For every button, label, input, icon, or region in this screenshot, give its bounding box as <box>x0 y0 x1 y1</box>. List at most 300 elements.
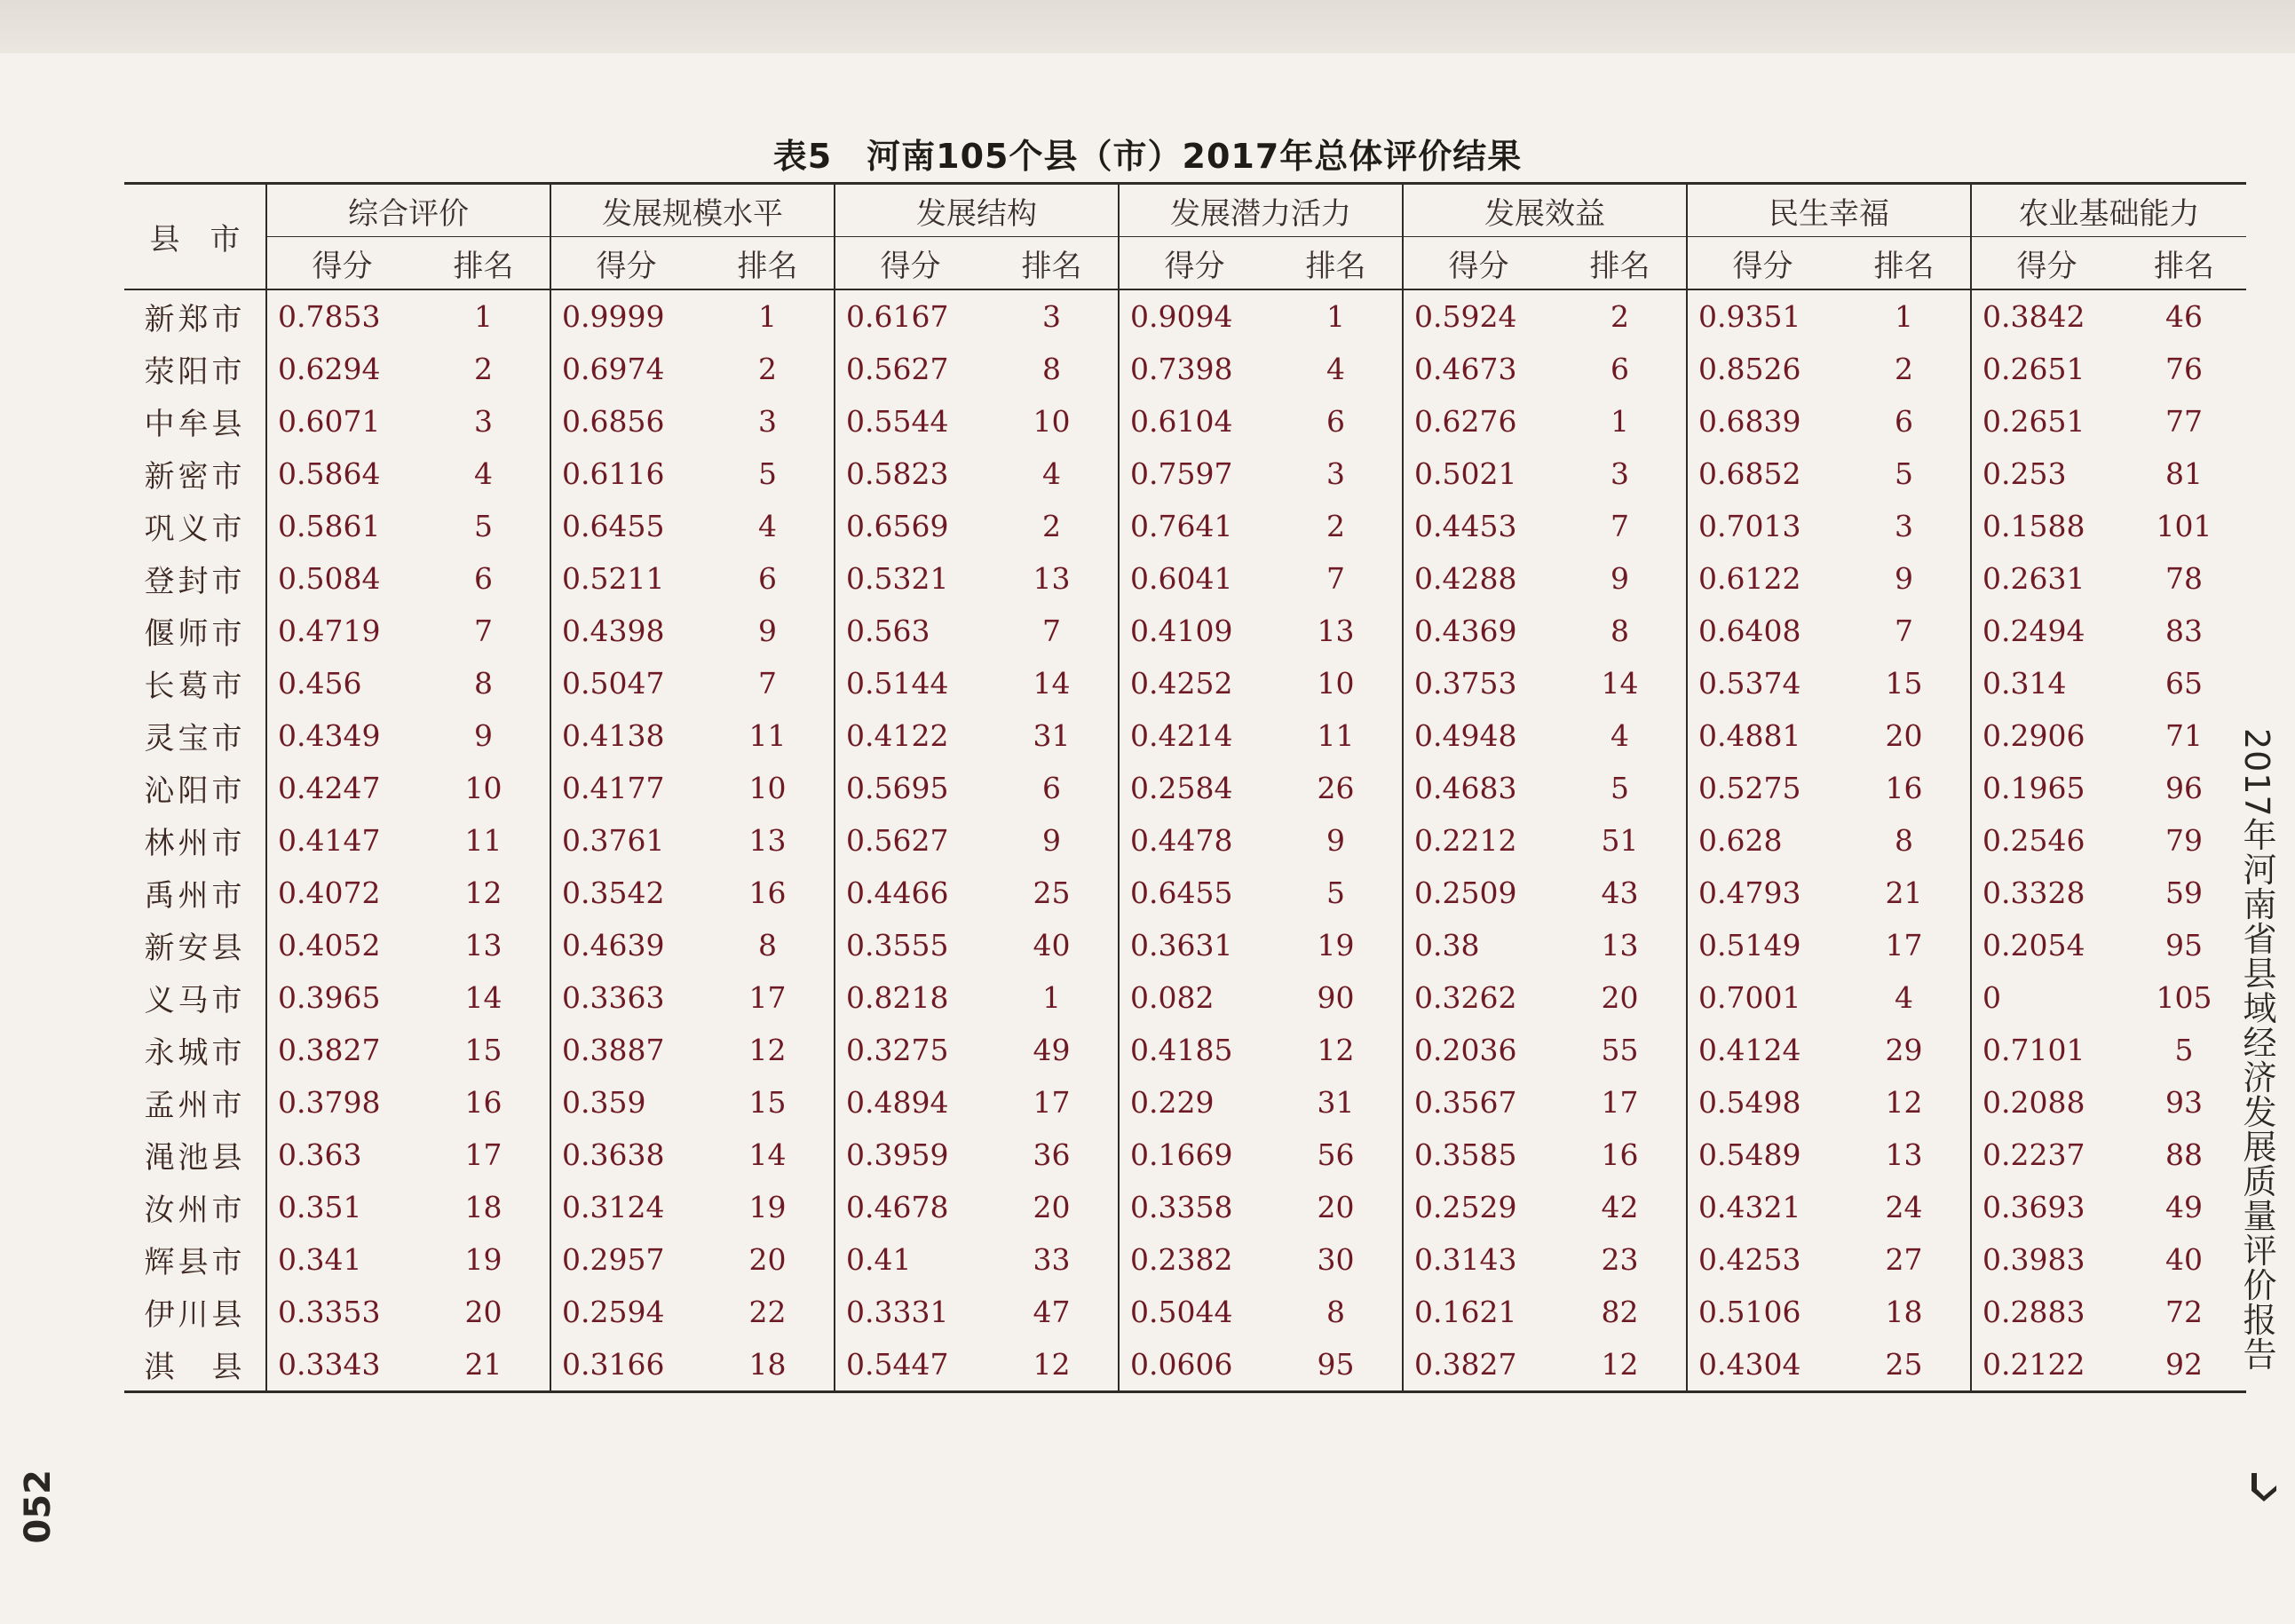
rank-cell: 13 <box>1885 1137 1923 1172</box>
score-cell: 0.3567 <box>1403 1076 1554 1129</box>
table-row <box>124 709 2246 762</box>
score-cell: 0.2382 <box>1119 1233 1270 1286</box>
rank-cell: 12 <box>985 1338 1119 1392</box>
score-cell: 0.2584 <box>1119 762 1270 814</box>
score-cell: 0.6974 <box>550 343 701 395</box>
score-cell: 0.4478 <box>1119 814 1270 867</box>
score-cell: 0.4109 <box>1119 605 1270 657</box>
rank-cell: 78 <box>2165 561 2203 596</box>
score-cell: 0.3983 <box>1971 1233 2122 1286</box>
rank-cell: 49 <box>2165 1190 2203 1224</box>
county-name: 汝州市 <box>144 1192 246 1228</box>
score-cell: 0.5211 <box>550 552 701 605</box>
score-cell: 0.8218 <box>835 971 985 1024</box>
rank-cell: 2 <box>1042 509 1061 543</box>
county-name: 渑池县 <box>144 1140 246 1176</box>
rank-cell: 8 <box>1326 1295 1345 1329</box>
rank-cell: 46 <box>2165 299 2203 334</box>
rank-cell: 20 <box>1601 980 1639 1015</box>
rank-cell: 12 <box>464 875 503 910</box>
chevron-right-icon <box>2246 1470 2282 1505</box>
score-cell: 0.4288 <box>1403 552 1554 605</box>
rank-cell: 81 <box>2165 456 2203 491</box>
score-cell: 0.4678 <box>835 1181 985 1233</box>
rank-cell: 4 <box>474 456 493 491</box>
rank-cell: 12 <box>748 1033 787 1067</box>
rank-cell: 40 <box>1033 928 1071 963</box>
rank-cell: 4 <box>1610 718 1629 753</box>
score-cell: 0.4793 <box>1687 867 1838 919</box>
rank-cell: 10 <box>748 771 787 805</box>
rank-cell: 5 <box>1895 456 1913 491</box>
county-name: 永城市 <box>144 1035 246 1071</box>
rank-cell: 17 <box>1885 928 1923 963</box>
score-cell: 0.4894 <box>835 1076 985 1129</box>
score-cell: 0.4214 <box>1119 709 1270 762</box>
rank-cell: 16 <box>1885 771 1923 805</box>
score-cell: 0.6104 <box>1119 395 1270 448</box>
county-header: 县 市 <box>124 184 266 290</box>
score-cell: 0.5627 <box>835 814 985 867</box>
table-title: 表5 河南105个县（市）2017年总体评价结果 <box>772 137 1523 176</box>
score-cell: 0.4304 <box>1687 1338 1838 1392</box>
rank-cell: 13 <box>1033 561 1071 596</box>
rank-cell: 12 <box>1317 1033 1355 1067</box>
score-cell: 0.2546 <box>1971 814 2122 867</box>
score-cell: 0.2054 <box>1971 919 2122 971</box>
table-row <box>124 1076 2246 1129</box>
score-cell: 0.3275 <box>835 1024 985 1076</box>
score-subheader: 得分 <box>1687 237 1838 290</box>
score-cell: 0.9999 <box>550 289 701 343</box>
rank-cell: 30 <box>1317 1242 1355 1277</box>
score-subheader: 得分 <box>1971 237 2122 290</box>
county-name: 荥阳市 <box>144 354 246 390</box>
table-row <box>124 1338 2246 1392</box>
rank-cell: 51 <box>1601 823 1639 858</box>
score-cell: 0.4253 <box>1687 1233 1838 1286</box>
group-header: 农业基础能力 <box>1971 184 2246 237</box>
rank-cell: 20 <box>1885 718 1923 753</box>
rank-cell: 36 <box>1033 1137 1071 1172</box>
score-cell: 0.4673 <box>1403 343 1554 395</box>
rank-cell: 7 <box>474 614 493 648</box>
score-cell: 0.1669 <box>1119 1129 1270 1181</box>
rank-cell: 71 <box>2165 718 2203 753</box>
county-name: 巩义市 <box>144 511 246 547</box>
rank-cell: 82 <box>1601 1295 1639 1329</box>
score-cell: 0.3693 <box>1971 1181 2122 1233</box>
score-cell: 0.4072 <box>266 867 417 919</box>
score-cell: 0.3887 <box>550 1024 701 1076</box>
rank-cell: 17 <box>1033 1085 1071 1120</box>
county-name: 登封市 <box>144 564 246 599</box>
rank-cell: 3 <box>1895 509 1913 543</box>
score-cell: 0.4639 <box>550 919 701 971</box>
score-cell: 0.563 <box>835 605 985 657</box>
rank-cell: 22 <box>748 1295 787 1329</box>
score-cell: 0.7853 <box>266 289 417 343</box>
score-cell: 0.314 <box>1971 657 2122 709</box>
rank-subheader: 排名 <box>1270 237 1403 290</box>
table-row <box>124 552 2246 605</box>
score-cell: 0.6408 <box>1687 605 1838 657</box>
score-cell: 0.2883 <box>1971 1286 2122 1338</box>
rank-cell: 1 <box>474 299 493 334</box>
rank-cell: 2 <box>1610 299 1629 334</box>
rank-cell: 43 <box>1601 875 1639 910</box>
score-cell: 0.8526 <box>1687 343 1838 395</box>
score-cell: 0.38 <box>1403 919 1554 971</box>
score-cell: 0.341 <box>266 1233 417 1286</box>
rank-cell: 25 <box>1838 1338 1971 1392</box>
score-cell: 0.4122 <box>835 709 985 762</box>
rank-cell: 15 <box>464 1033 503 1067</box>
score-cell: 0.351 <box>266 1181 417 1233</box>
rank-cell: 1 <box>1042 980 1061 1015</box>
score-cell: 0.4177 <box>550 762 701 814</box>
county-name: 林州市 <box>144 826 246 861</box>
score-cell: 0.3542 <box>550 867 701 919</box>
score-cell: 0.7597 <box>1119 448 1270 500</box>
score-cell: 0.1621 <box>1403 1286 1554 1338</box>
score-cell: 0.5489 <box>1687 1129 1838 1181</box>
score-subheader: 得分 <box>550 237 701 290</box>
table-row <box>124 762 2246 814</box>
rank-cell: 9 <box>474 718 493 753</box>
score-cell: 0.3124 <box>550 1181 701 1233</box>
table-row <box>124 1181 2246 1233</box>
rank-cell: 19 <box>1317 928 1355 963</box>
rank-cell: 10 <box>1033 404 1071 439</box>
rank-cell: 7 <box>1326 561 1345 596</box>
score-cell: 0.4349 <box>266 709 417 762</box>
score-cell: 0.2036 <box>1403 1024 1554 1076</box>
rank-cell: 6 <box>474 561 493 596</box>
table-row <box>124 1286 2246 1338</box>
score-cell: 0.4719 <box>266 605 417 657</box>
rank-cell: 9 <box>1895 561 1913 596</box>
county-name: 新安县 <box>144 931 246 966</box>
table-row <box>124 289 2246 343</box>
page-number: 052 <box>18 1470 59 1544</box>
rank-cell: 9 <box>1042 823 1061 858</box>
rank-cell: 2 <box>1895 352 1913 386</box>
score-cell: 0.1965 <box>1971 762 2122 814</box>
county-name: 辉县市 <box>144 1245 246 1280</box>
rank-cell: 15 <box>1885 666 1923 701</box>
score-cell: 0.7001 <box>1687 971 1838 1024</box>
rank-cell: 88 <box>2165 1137 2203 1172</box>
score-cell: 0.5149 <box>1687 919 1838 971</box>
score-cell: 0.4147 <box>266 814 417 867</box>
score-cell: 0.6294 <box>266 343 417 395</box>
score-cell: 0.3842 <box>1971 289 2122 343</box>
rank-cell: 4 <box>758 509 777 543</box>
rank-cell: 101 <box>2156 509 2212 543</box>
score-cell: 0.363 <box>266 1129 417 1181</box>
group-header: 发展规模水平 <box>550 184 835 237</box>
rank-cell: 5 <box>474 509 493 543</box>
score-cell: 0.5861 <box>266 500 417 552</box>
score-cell: 0.2212 <box>1403 814 1554 867</box>
score-cell: 0.3827 <box>1403 1338 1554 1392</box>
score-cell: 0.5321 <box>835 552 985 605</box>
rank-cell: 42 <box>1601 1190 1639 1224</box>
rank-subheader: 排名 <box>2122 237 2246 290</box>
score-cell: 0.7013 <box>1687 500 1838 552</box>
score-cell: 0.628 <box>1687 814 1838 867</box>
table-row <box>124 1024 2246 1076</box>
score-cell: 0.3166 <box>550 1338 701 1392</box>
rank-cell: 93 <box>2165 1085 2203 1120</box>
score-cell: 0.3638 <box>550 1129 701 1181</box>
score-cell: 0.3761 <box>550 814 701 867</box>
group-header: 综合评价 <box>266 184 550 237</box>
table-row <box>124 343 2246 395</box>
rank-cell: 3 <box>474 404 493 439</box>
table-row <box>124 971 2246 1024</box>
table-row <box>124 1233 2246 1286</box>
county-name: 淇 县 <box>124 1338 266 1392</box>
score-subheader: 得分 <box>266 237 417 290</box>
score-cell: 0.5047 <box>550 657 701 709</box>
rank-cell: 8 <box>1042 352 1061 386</box>
score-cell: 0.4453 <box>1403 500 1554 552</box>
rank-cell: 1 <box>758 299 777 334</box>
rank-cell: 23 <box>1601 1242 1639 1277</box>
rank-cell: 12 <box>1554 1338 1687 1392</box>
rank-cell: 65 <box>2165 666 2203 701</box>
rank-cell: 79 <box>2165 823 2203 858</box>
score-cell: 0.3363 <box>550 971 701 1024</box>
table-row <box>124 500 2246 552</box>
rank-cell: 8 <box>758 928 777 963</box>
score-cell: 0.4252 <box>1119 657 1270 709</box>
rank-cell: 5 <box>1610 771 1629 805</box>
score-cell: 0.6116 <box>550 448 701 500</box>
score-cell: 0.4247 <box>266 762 417 814</box>
rank-cell: 9 <box>1610 561 1629 596</box>
score-subheader: 得分 <box>835 237 985 290</box>
score-cell: 0.3331 <box>835 1286 985 1338</box>
score-cell: 0.5627 <box>835 343 985 395</box>
rank-cell: 56 <box>1317 1137 1355 1172</box>
score-cell: 0.3798 <box>266 1076 417 1129</box>
rank-cell: 10 <box>464 771 503 805</box>
rank-cell: 95 <box>2165 928 2203 963</box>
rank-cell: 1 <box>1895 299 1913 334</box>
table-row <box>124 448 2246 500</box>
rank-cell: 6 <box>1326 404 1345 439</box>
rank-cell: 72 <box>2165 1295 2203 1329</box>
score-cell: 0.4398 <box>550 605 701 657</box>
score-cell: 0.9351 <box>1687 289 1838 343</box>
rank-cell: 4 <box>1042 456 1061 491</box>
score-cell: 0.0606 <box>1119 1338 1270 1392</box>
rank-cell: 20 <box>1033 1190 1071 1224</box>
score-cell: 0.3585 <box>1403 1129 1554 1181</box>
score-cell: 0.3143 <box>1403 1233 1554 1286</box>
rank-cell: 9 <box>1326 823 1345 858</box>
rank-subheader: 排名 <box>701 237 835 290</box>
results-table <box>124 182 2246 1393</box>
score-cell: 0.5044 <box>1119 1286 1270 1338</box>
score-cell: 0.6455 <box>550 500 701 552</box>
score-cell: 0.2651 <box>1971 395 2122 448</box>
score-cell: 0.4369 <box>1403 605 1554 657</box>
score-cell: 0.41 <box>835 1233 985 1286</box>
score-cell: 0 <box>1971 971 2122 1024</box>
score-cell: 0.2494 <box>1971 605 2122 657</box>
county-name: 禹州市 <box>144 878 246 914</box>
score-cell: 0.5695 <box>835 762 985 814</box>
rank-cell: 16 <box>748 875 787 910</box>
rank-subheader: 排名 <box>985 237 1119 290</box>
rank-cell: 13 <box>464 928 503 963</box>
rank-cell: 17 <box>748 980 787 1015</box>
rank-cell: 8 <box>474 666 493 701</box>
county-name: 新密市 <box>144 459 246 495</box>
rank-cell: 24 <box>1885 1190 1923 1224</box>
rank-cell: 1 <box>1610 404 1629 439</box>
rank-cell: 21 <box>417 1338 550 1392</box>
rank-cell: 14 <box>1033 666 1071 701</box>
score-cell: 0.6276 <box>1403 395 1554 448</box>
rank-cell: 10 <box>1317 666 1355 701</box>
rank-cell: 2 <box>1326 509 1345 543</box>
score-cell: 0.2122 <box>1971 1338 2122 1392</box>
header-row-groups <box>124 184 2246 237</box>
score-cell: 0.4466 <box>835 867 985 919</box>
score-cell: 0.2529 <box>1403 1181 1554 1233</box>
score-cell: 0.3827 <box>266 1024 417 1076</box>
rank-cell: 5 <box>758 456 777 491</box>
rank-cell: 95 <box>1270 1338 1403 1392</box>
group-header: 发展潜力活力 <box>1119 184 1403 237</box>
score-cell: 0.5374 <box>1687 657 1838 709</box>
rank-cell: 13 <box>1601 928 1639 963</box>
rank-subheader: 排名 <box>417 237 550 290</box>
county-name: 偃师市 <box>144 616 246 652</box>
score-cell: 0.4124 <box>1687 1024 1838 1076</box>
rank-cell: 25 <box>1033 875 1071 910</box>
score-cell: 0.6569 <box>835 500 985 552</box>
score-cell: 0.359 <box>550 1076 701 1129</box>
rank-cell: 2 <box>474 352 493 386</box>
score-cell: 0.3631 <box>1119 919 1270 971</box>
rank-cell: 1 <box>1326 299 1345 334</box>
table-row <box>124 395 2246 448</box>
score-cell: 0.2957 <box>550 1233 701 1286</box>
score-cell: 0.6455 <box>1119 867 1270 919</box>
score-cell: 0.5447 <box>835 1338 985 1392</box>
rank-cell: 8 <box>1610 614 1629 648</box>
score-cell: 0.4321 <box>1687 1181 1838 1233</box>
rank-cell: 55 <box>1601 1033 1639 1067</box>
rank-cell: 14 <box>1601 666 1639 701</box>
rank-cell: 3 <box>1610 456 1629 491</box>
score-cell: 0.9094 <box>1119 289 1270 343</box>
group-header: 发展效益 <box>1403 184 1687 237</box>
score-cell: 0.6856 <box>550 395 701 448</box>
score-cell: 0.3959 <box>835 1129 985 1181</box>
score-cell: 0.5021 <box>1403 448 1554 500</box>
score-cell: 0.4052 <box>266 919 417 971</box>
county-name: 灵宝市 <box>144 721 246 757</box>
rank-cell: 11 <box>748 718 787 753</box>
score-cell: 0.6852 <box>1687 448 1838 500</box>
table-row <box>124 867 2246 919</box>
rank-cell: 16 <box>464 1085 503 1120</box>
score-cell: 0.253 <box>1971 448 2122 500</box>
group-header: 发展结构 <box>835 184 1119 237</box>
county-name: 沁阳市 <box>144 773 246 809</box>
table-row <box>124 814 2246 867</box>
score-cell: 0.082 <box>1119 971 1270 1024</box>
rank-cell: 20 <box>464 1295 503 1329</box>
score-cell: 0.229 <box>1119 1076 1270 1129</box>
header-row-subcolumns <box>124 237 2246 290</box>
score-cell: 0.7101 <box>1971 1024 2122 1076</box>
score-cell: 0.4138 <box>550 709 701 762</box>
score-cell: 0.5924 <box>1403 289 1554 343</box>
score-subheader: 得分 <box>1403 237 1554 290</box>
rank-cell: 16 <box>1601 1137 1639 1172</box>
table-body <box>124 289 2246 1392</box>
rank-cell: 4 <box>1895 980 1913 1015</box>
score-cell: 0.6071 <box>266 395 417 448</box>
rank-cell: 6 <box>758 561 777 596</box>
score-cell: 0.7641 <box>1119 500 1270 552</box>
score-cell: 0.5106 <box>1687 1286 1838 1338</box>
county-name: 义马市 <box>144 983 246 1018</box>
score-cell: 0.4683 <box>1403 762 1554 814</box>
rank-cell: 59 <box>2165 875 2203 910</box>
rank-cell: 6 <box>1895 404 1913 439</box>
score-cell: 0.5498 <box>1687 1076 1838 1129</box>
county-name: 长葛市 <box>144 669 246 704</box>
rank-subheader: 排名 <box>1838 237 1971 290</box>
rank-cell: 83 <box>2165 614 2203 648</box>
score-cell: 0.3328 <box>1971 867 2122 919</box>
rank-cell: 11 <box>1317 718 1355 753</box>
table-row <box>124 919 2246 971</box>
rank-cell: 21 <box>1885 875 1923 910</box>
rank-cell: 31 <box>1317 1085 1355 1120</box>
score-cell: 0.6122 <box>1687 552 1838 605</box>
rank-cell: 18 <box>464 1190 503 1224</box>
results-table-wrapper <box>124 182 2214 1393</box>
rank-cell: 27 <box>1885 1242 1923 1277</box>
score-subheader: 得分 <box>1119 237 1270 290</box>
rank-subheader: 排名 <box>1554 237 1687 290</box>
rank-cell: 47 <box>1033 1295 1071 1329</box>
rank-cell: 20 <box>1317 1190 1355 1224</box>
score-cell: 0.5544 <box>835 395 985 448</box>
score-cell: 0.2594 <box>550 1286 701 1338</box>
county-name: 中牟县 <box>144 407 246 442</box>
rank-cell: 17 <box>464 1137 503 1172</box>
score-cell: 0.5144 <box>835 657 985 709</box>
score-cell: 0.5084 <box>266 552 417 605</box>
rank-cell: 15 <box>748 1085 787 1120</box>
score-cell: 0.5823 <box>835 448 985 500</box>
rank-cell: 7 <box>1042 614 1061 648</box>
rank-cell: 31 <box>1033 718 1071 753</box>
rank-cell: 5 <box>2174 1033 2194 1067</box>
score-cell: 0.5275 <box>1687 762 1838 814</box>
